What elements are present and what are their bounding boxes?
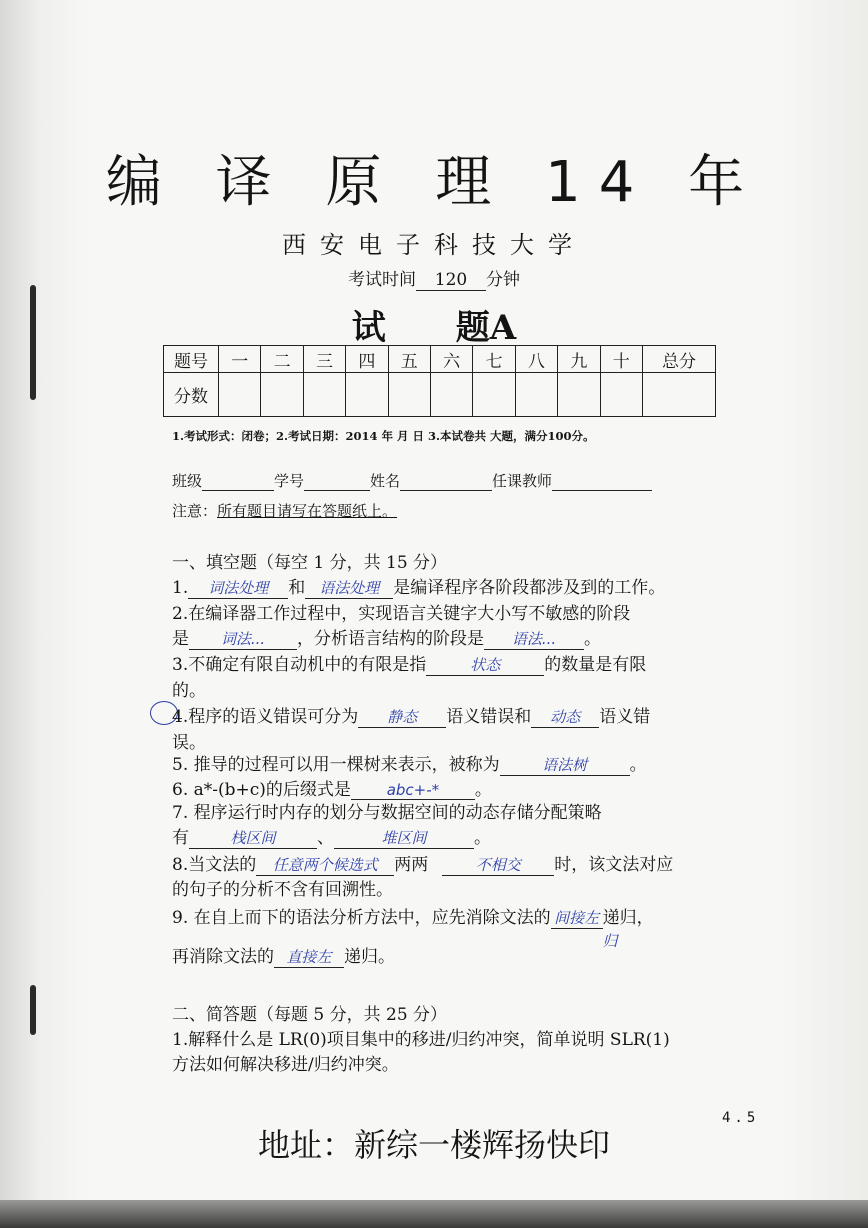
q6-tail: 。	[474, 780, 492, 800]
page-bottom-edge	[0, 1200, 868, 1228]
student-info-fields	[172, 470, 652, 491]
score-value-cell	[261, 373, 303, 417]
question-8	[172, 850, 673, 876]
score-table	[163, 345, 716, 417]
q1-number: 1.	[172, 578, 189, 598]
q9-tail: 递归，	[602, 908, 654, 928]
score-cell: 八	[515, 346, 557, 373]
score-cell: 五	[388, 346, 430, 373]
question-9	[172, 903, 654, 929]
q7-mid: 、	[317, 828, 334, 848]
score-cell: 一	[219, 346, 261, 373]
name-blank	[400, 472, 492, 491]
q1-answer-2: 语法处理	[305, 577, 393, 599]
score-cell: 总分	[643, 346, 716, 373]
q4-number: 4.	[172, 707, 189, 727]
binding-hole-mark	[30, 985, 36, 1035]
q5-pre: 5. 推导的过程可以用一棵树来表示，被称为	[172, 755, 500, 775]
question-8-line2: 的句子的分析不含有回溯性。	[172, 880, 393, 900]
question-3	[172, 650, 646, 676]
question-2-line1: 2.在编译器工作过程中，实现语言关键字大小写不敏感的阶段	[172, 604, 631, 624]
q2-pre: 是	[172, 629, 189, 649]
q8-answer-2: 不相交	[442, 854, 554, 876]
question-5	[172, 750, 647, 776]
q8-answer-1: 任意两个候选式	[256, 854, 394, 876]
score-cell: 题号	[164, 346, 219, 373]
exam-duration	[0, 265, 868, 291]
score-cell: 六	[430, 346, 472, 373]
student-id-blank	[304, 472, 370, 491]
q4-pre: 程序的语义错误可分为	[188, 707, 359, 727]
q9-line2-pre: 再消除文法的	[172, 947, 274, 967]
score-cell: 三	[303, 346, 345, 373]
q9-pre: 9. 在自上而下的语法分析方法中，应先消除文法的	[172, 908, 551, 928]
q4-mid: 语义错误和	[446, 707, 532, 727]
q3-answer: 状态	[426, 654, 544, 676]
q4-answer-2: 动态	[531, 706, 599, 728]
score-cell: 二	[261, 346, 303, 373]
question-9-line2	[172, 942, 395, 968]
score-value-cell	[346, 373, 388, 417]
score-table-value-row	[164, 373, 716, 417]
score-cell: 九	[558, 346, 600, 373]
question-4-line2: 误。	[172, 733, 206, 753]
attention-prefix: 注意：	[172, 502, 218, 520]
score-value-cell	[558, 373, 600, 417]
question-7-line2	[172, 823, 491, 849]
q4-tail: 语义错	[599, 707, 651, 727]
q7-pre: 有	[172, 828, 189, 848]
q7-tail: 。	[474, 828, 491, 848]
score-cell: 七	[473, 346, 515, 373]
paper-label-right: 题A	[455, 308, 517, 348]
q1-answer-1: 词法处理	[188, 577, 288, 599]
q3-pre: 3.不确定有限自动机中的有限是指	[172, 655, 427, 675]
q8-tail: 时，该文法对应	[554, 855, 674, 875]
q9-line2-tail: 递归。	[344, 947, 395, 967]
q5-answer: 语法树	[500, 754, 630, 776]
q8-mid: 两两	[394, 855, 429, 875]
q6-pre: 6. a*-(b+c)的后缀式是	[172, 780, 351, 800]
q9-extra-note: 归	[602, 932, 618, 950]
print-shop-address: 地址：新综一楼辉扬快印	[257, 1126, 610, 1164]
q9-answer-1: 间接左	[551, 907, 603, 929]
attention-note	[172, 500, 397, 521]
score-value-cell	[515, 373, 557, 417]
q2-answer-1: 词法...	[189, 628, 297, 650]
q5-tail: 。	[629, 755, 647, 775]
exam-info-note: 1.考试形式：闭卷；2.考试日期：2014 年 月 日 3.本试卷共 大题，满分100分。	[172, 429, 595, 443]
q3-tail: 的数量是有限	[544, 655, 647, 675]
q2-answer-2: 语法...	[484, 628, 584, 650]
question-2-line2	[172, 624, 601, 650]
score-value-cell	[303, 373, 345, 417]
question-4	[172, 702, 650, 728]
q2-tail: 。	[584, 629, 601, 649]
score-table-header-row	[164, 346, 716, 373]
q8-pre: 8.当文法的	[172, 855, 257, 875]
score-value-cell	[473, 373, 515, 417]
class-blank	[202, 472, 274, 491]
question-1	[172, 573, 665, 599]
score-row-label: 分数	[164, 373, 219, 417]
q2-mid: ，分析语言结构的阶段是	[297, 629, 484, 649]
score-value-cell	[643, 373, 716, 417]
duration-suffix: 分钟	[486, 270, 520, 290]
q1-mid: 和	[288, 578, 306, 598]
q9-answer-2: 直接左	[274, 946, 344, 968]
q7-answer-1: 栈区间	[189, 827, 317, 849]
section2-question-1-line1: 1.解释什么是 LR(0)项目集中的移进/归约冲突，简单说明 SLR(1)	[172, 1030, 670, 1050]
q4-answer-1: 静态	[358, 706, 446, 728]
teacher-blank	[552, 472, 652, 491]
attention-text: 所有题目请写在答题纸上。	[217, 502, 398, 520]
page-number: 4.5	[722, 1110, 760, 1126]
score-value-cell	[430, 373, 472, 417]
score-value-cell	[388, 373, 430, 417]
question-7-line1: 7. 程序运行时内存的划分与数据空间的动态存储分配策略	[172, 803, 602, 823]
duration-prefix: 考试时间	[348, 270, 416, 290]
teacher-label: 任课教师	[492, 472, 553, 490]
q1-tail: 是编译程序各阶段都涉及到的工作。	[393, 578, 666, 598]
section2-heading: 二、简答题（每题 5 分，共 25 分）	[172, 1005, 448, 1025]
duration-value: 120	[416, 270, 486, 291]
exam-title: 编 译 原 理 14 年	[105, 150, 763, 215]
paper-label-left: 试	[351, 308, 386, 348]
name-label: 姓名	[370, 472, 401, 490]
question-3-line2: 的。	[172, 681, 206, 701]
university-name: 西安电子科技大学	[282, 231, 586, 259]
section2-question-1-line2: 方法如何解决移进/归约冲突。	[172, 1055, 399, 1075]
score-value-cell	[600, 373, 642, 417]
q7-answer-2: 堆区间	[334, 827, 474, 849]
score-cell: 十	[600, 346, 642, 373]
question-6	[172, 775, 492, 800]
student-id-label: 学号	[274, 472, 305, 490]
paper-label	[0, 300, 868, 349]
section1-heading: 一、填空题（每空 1 分，共 15 分）	[172, 553, 448, 573]
score-value-cell	[219, 373, 261, 417]
class-label: 班级	[172, 472, 203, 490]
score-cell: 四	[346, 346, 388, 373]
q6-answer: abc+-*	[351, 781, 475, 800]
